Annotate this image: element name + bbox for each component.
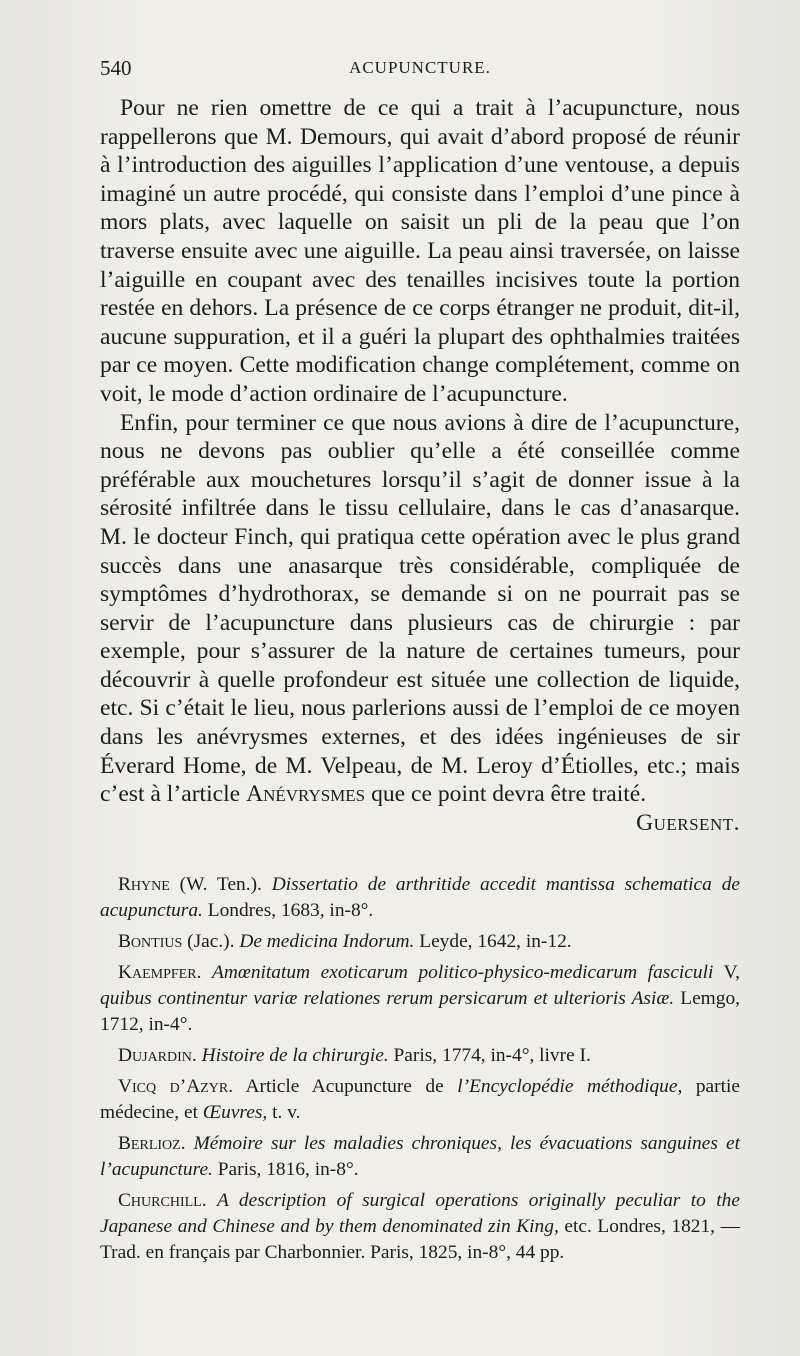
reference-author: Berlioz. <box>118 1133 186 1154</box>
running-title: ACUPUNCTURE. <box>349 58 491 77</box>
reference-author: Vicq d’Azyr. <box>118 1076 234 1097</box>
reference-text: Lemgo, 1712, in-4°. <box>100 988 740 1035</box>
reference-item <box>100 1131 740 1183</box>
reference-author: Kaempfer. <box>118 962 202 983</box>
reference-title: Dissertatio de arthritide accedit mantissa schematica de acupunctura. <box>100 874 740 921</box>
reference-text <box>186 1133 194 1154</box>
reference-text <box>201 962 212 983</box>
reference-title: l’Encyclopédie méthodique, <box>457 1076 683 1097</box>
paragraph-2 <box>100 409 740 838</box>
reference-item <box>100 929 740 955</box>
reference-title: Amœnitatum exoticarum politico-physico-medicarum fasciculi <box>212 962 714 983</box>
reference-text: Article Acupuncture de <box>233 1076 458 1097</box>
article-body <box>100 94 740 837</box>
reference-text: V, <box>713 962 740 983</box>
reference-title: Mémoire sur les maladies chroniques, les évacuations sanguines et l’acupuncture. <box>100 1133 740 1180</box>
reference-text <box>207 1190 217 1211</box>
reference-title: quibus continentur variæ relationes rerum persicarum et ulterioris Asiæ. <box>100 988 675 1009</box>
reference-item <box>100 960 740 1038</box>
reference-text: (W. Ten.). <box>169 874 272 895</box>
reference-item <box>100 1043 740 1069</box>
reference-text: Leyde, 1642, in-12. <box>414 931 572 952</box>
paragraph-1: Pour ne rien omettre de ce qui a trait à l’acupuncture, nous rappellerons que M. Demours, qui avait d’abord proposé de réunir à l’introduction des aiguilles l’application d’une ventouse, a depuis imaginé un autre procédé, qui consiste dans l’emploi d’une pince à mors plats, avec laquelle on saisit un pli de la peau que l’on traverse ensuite avec une aiguille. La peau ainsi traversée, on laisse l’aiguille en coupant avec des tenailles incisives toute la portion restée en dehors. La présence de ce corps étranger ne produit, dit-il, aucune suppuration, et il a guéri la plupart des ophthalmies traitées par ce moyen. Cette modification change complétement, comme on voit, le mode d’action ordinaire de l’acupuncture. <box>100 95 740 407</box>
article-cross-reference: Anévrysmes <box>246 781 366 808</box>
reference-title: A description of surgical operations originally peculiar to the Japanese and Chinese and by them denominated zin King, <box>100 1190 740 1237</box>
author-signature: Guersent. <box>636 809 740 836</box>
reference-author: Bontius <box>118 931 183 952</box>
reference-text: Londres, 1683, in-8°. <box>202 900 374 921</box>
reference-text: partie médecine, et <box>100 1076 740 1123</box>
reference-text: (Jac.). <box>182 931 240 952</box>
reference-text: t. v. <box>267 1102 301 1123</box>
page-header <box>100 56 740 86</box>
reference-text: etc. Londres, 1821, — Trad. en français par Charbonnier. Paris, 1825, in-8°, 44 pp. <box>100 1216 741 1263</box>
bibliography <box>100 872 740 1271</box>
reference-author: Churchill. <box>118 1190 207 1211</box>
reference-item <box>100 1188 740 1266</box>
reference-item <box>100 872 740 924</box>
reference-item <box>100 1074 740 1126</box>
reference-author: Rhyne <box>118 874 170 895</box>
reference-title: Œuvres, <box>202 1102 268 1123</box>
reference-text: Paris, 1774, in-4°, livre I. <box>388 1045 591 1066</box>
reference-text: Paris, 1816, in-8°. <box>212 1159 359 1180</box>
paragraph-2-main: Enfin, pour terminer ce que nous avions à dire de l’acupuncture, nous ne devons pas oublier qu’elle a été conseillée comme préférable aux mouchetures lorsqu’il s’agit de donner issue à la sérosité infiltrée dans le tissu cellulaire, dans le cas d’anasarque. M. le docteur Finch, qui pratiqua cette opération avec le plus grand succès dans une anasarque très considérable, compliquée de symptômes d’hydrothorax, se demande si on ne pourrait pas se servir de l’acupuncture dans plusieurs cas de chirurgie : par exemple, pour s’assurer de la nature de certaines tumeurs, pour découvrir à quelle profondeur est située une collection de liquide, etc. Si c’était le lieu, nous parlerions aussi de l’emploi de ce moyen dans les anévrysmes externes, et des idées ingénieuses de sir Éverard Home, de M. Velpeau, de M. Leroy d’Étiolles, etc.; mais c’est à l’article <box>100 409 740 808</box>
reference-title: Histoire de la chirurgie. <box>201 1045 389 1066</box>
paragraph-2-end: que ce point devra être traité. <box>371 781 647 808</box>
page-number: 540 <box>100 56 132 80</box>
reference-author: Dujardin. <box>118 1045 197 1066</box>
reference-title: De medicina Indorum. <box>239 931 415 952</box>
